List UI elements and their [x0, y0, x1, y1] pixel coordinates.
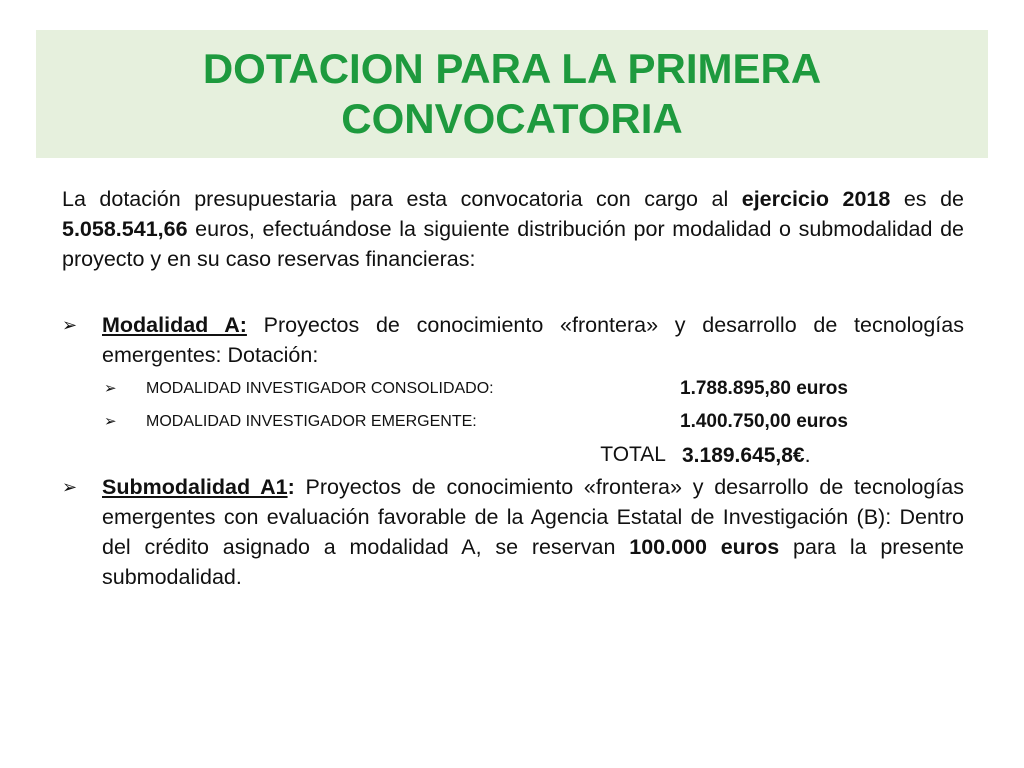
modalidad-a-description: Proyectos de conocimiento «frontera» y desarrollo de tecnologías emergentes: Dotación:: [102, 313, 964, 367]
page-title-line-1: DOTACION PARA LA PRIMERA: [202, 45, 822, 92]
submodalidad-a1-colon: :: [287, 475, 295, 499]
slide-body: [62, 184, 964, 592]
sub-item-value: 1.400.750,00 euros: [680, 410, 848, 432]
arrow-bullet-icon: ➢: [62, 477, 78, 497]
total-value-wrap: [682, 440, 811, 471]
total-row: [62, 438, 964, 472]
submodalidad-a1-amount: 100.000 euros: [629, 535, 780, 559]
sub-item-value: 1.788.895,80 euros: [680, 377, 848, 399]
sub-item-emergente: [104, 405, 964, 438]
modalidad-a-text: [102, 310, 964, 370]
intro-text-2: es de: [890, 187, 964, 211]
intro-amount: 5.058.541,66: [62, 217, 188, 241]
intro-year: ejercicio 2018: [741, 187, 891, 211]
submodalidad-a1-heading: Submodalidad A1: [102, 475, 288, 499]
total-value: 3.189.645,8€: [682, 443, 805, 467]
submodalidad-a1-text: [102, 472, 964, 592]
arrow-bullet-icon: ➢: [104, 412, 117, 430]
intro-paragraph: [62, 184, 964, 274]
bullet-submodalidad-a1: [62, 472, 964, 592]
intro-text-1: La dotación presupuestaria para esta convocatoria con cargo al: [62, 187, 742, 211]
modalidad-a-heading: Modalidad A:: [102, 313, 247, 337]
intro-text-3: euros, efectuándose la siguiente distribución por modalidad o submodalidad de proyecto y en su caso reservas financieras:: [62, 217, 964, 271]
bullet-modalidad-a: [62, 310, 964, 370]
sub-item-label: MODALIDAD INVESTIGADOR EMERGENTE:: [146, 412, 477, 430]
sub-item-label: MODALIDAD INVESTIGADOR CONSOLIDADO:: [146, 379, 494, 397]
submodalidad-a1-description: Proyectos de conocimiento «frontera» y desarrollo de tecnologías emergentes con evaluación favorable de la Agencia Estatal de Investigación (B): Dentro del crédito asignado a modalidad A, se reservan: [102, 475, 964, 559]
total-period: .: [804, 442, 811, 467]
arrow-bullet-icon: ➢: [62, 315, 78, 335]
submodalidad-a1-end: para la presente submodalidad.: [102, 535, 964, 589]
title-banner: [36, 30, 988, 158]
sub-item-consolidado: [104, 372, 964, 405]
page-title-line-2: CONVOCATORIA: [341, 95, 683, 142]
total-label: TOTAL: [600, 443, 666, 466]
arrow-bullet-icon: ➢: [104, 379, 117, 397]
